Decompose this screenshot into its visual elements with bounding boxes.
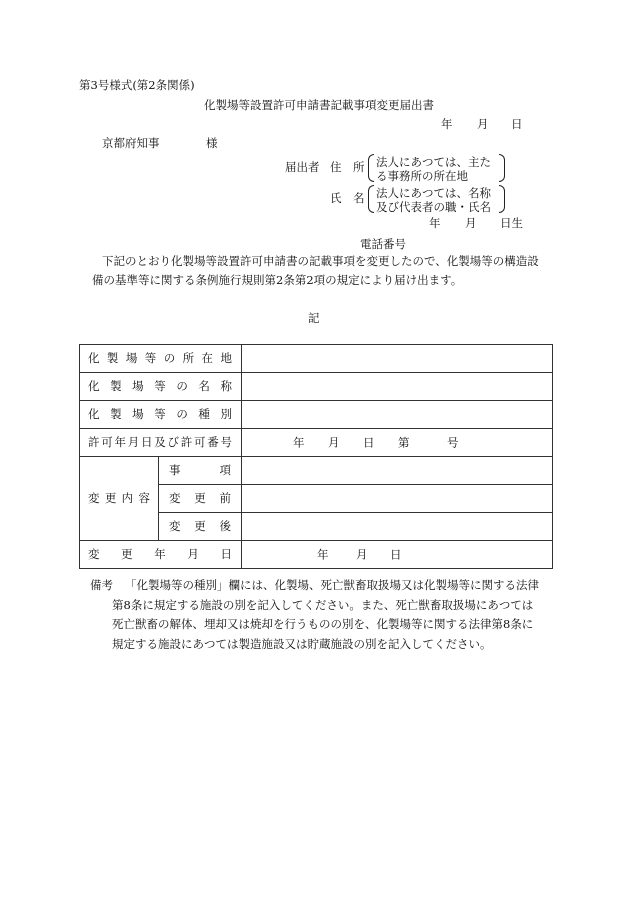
notes-line: 死亡獣畜の解体、埋却又は焼却を行うものの別を、化製場等に関する法律第8条に xyxy=(112,617,534,631)
label-glyph: 項 xyxy=(219,462,231,477)
notes-first-line xyxy=(90,576,560,596)
label-text xyxy=(80,350,241,365)
value-permit[interactable] xyxy=(242,429,553,457)
table-row xyxy=(80,457,553,485)
registration-table xyxy=(79,344,553,569)
address-label: 住 所 xyxy=(330,160,365,174)
label-text xyxy=(80,490,158,505)
value-change-date[interactable] xyxy=(242,541,553,569)
label-glyph: 製 xyxy=(106,350,119,365)
label-after xyxy=(159,513,242,541)
label-glyph: 月 xyxy=(187,546,199,561)
date-year: 年 xyxy=(441,117,453,131)
label-glyph: の xyxy=(163,350,176,365)
label-glyph: 番 xyxy=(207,434,219,449)
table-row xyxy=(80,373,553,401)
label-glyph: 月 xyxy=(127,434,140,449)
honorific: 様 xyxy=(206,136,218,150)
address-note xyxy=(368,154,505,182)
label-glyph: 及 xyxy=(154,434,166,449)
label-glyph: 更 xyxy=(104,490,117,505)
change-date xyxy=(242,541,552,568)
label-glyph: 名 xyxy=(198,378,210,393)
name-note xyxy=(368,185,505,213)
label-type xyxy=(80,401,242,429)
name-note-line: 法人にあつては、名称 xyxy=(376,186,491,200)
table-row xyxy=(80,541,553,569)
label-glyph: 変 xyxy=(88,490,100,505)
label-glyph: 更 xyxy=(194,490,206,505)
body-line: 下記のとおり化製場等設置許可申請書の記載事項を変更したので、化製場等の構造設 xyxy=(102,254,539,268)
bracket-left xyxy=(368,185,374,213)
address-note-line: 法人にあつては、主た xyxy=(376,155,491,169)
label-location xyxy=(80,345,242,373)
label-glyph: 等 xyxy=(154,406,166,421)
permit-go: 号 xyxy=(447,434,459,449)
notes-line: 「化製場等の種別」欄には、化製場、死亡獣畜取扱場又は化製場等に関する法律 xyxy=(125,578,539,592)
label-glyph: 前 xyxy=(219,490,231,505)
label-glyph: 称 xyxy=(220,378,232,393)
label-glyph: 号 xyxy=(220,434,232,449)
change-day: 日 xyxy=(390,546,402,561)
permit-day: 日 xyxy=(363,434,375,449)
table-row xyxy=(80,429,553,457)
birth-month: 月 xyxy=(465,216,477,230)
label-glyph: 事 xyxy=(169,462,181,477)
permit-date-number xyxy=(242,429,552,456)
label-text xyxy=(80,406,241,421)
label-glyph: 地 xyxy=(220,350,232,365)
notes-line: 規定する施設にあつては製造施設又は貯蔵施設の別を記入してください。 xyxy=(112,636,492,651)
label-text xyxy=(80,546,241,561)
label-glyph: 容 xyxy=(138,490,150,505)
date-day: 日 xyxy=(511,117,523,131)
value-location[interactable] xyxy=(242,345,553,373)
bracket-right xyxy=(499,185,505,213)
label-glyph: 内 xyxy=(121,490,134,505)
label-glyph: 等 xyxy=(154,378,166,393)
label-glyph: 後 xyxy=(219,518,231,533)
label-glyph: 変 xyxy=(169,518,181,533)
applicant-label: 届出者 xyxy=(285,160,320,174)
label-glyph: 在 xyxy=(201,350,214,365)
date-month: 月 xyxy=(477,117,489,131)
label-glyph: 場 xyxy=(125,350,138,365)
label-glyph: 製 xyxy=(110,378,122,393)
value-before[interactable] xyxy=(242,485,553,513)
addressee: 京都府知事 xyxy=(102,136,160,150)
bracket-left xyxy=(368,154,374,182)
name-label: 氏 名 xyxy=(330,191,365,205)
label-glyph: 変 xyxy=(88,546,100,561)
phone-label: 電話番号 xyxy=(360,237,406,251)
label-glyph: の xyxy=(176,378,188,393)
label-name xyxy=(80,373,242,401)
label-glyph: 化 xyxy=(88,378,100,393)
birth-day: 日生 xyxy=(500,216,523,230)
form-number: 第3号様式(第2条関係) xyxy=(79,78,195,92)
label-glyph: 化 xyxy=(88,350,100,365)
permit-dai: 第 xyxy=(398,434,410,449)
label-change-date xyxy=(80,541,242,569)
label-permit xyxy=(80,429,242,457)
label-glyph: 年 xyxy=(114,434,126,449)
label-glyph: 変 xyxy=(169,490,181,505)
label-glyph: 別 xyxy=(220,406,232,421)
label-glyph: 日 xyxy=(141,434,153,449)
label-glyph: の xyxy=(176,406,188,421)
ki-heading: 記 xyxy=(308,311,320,325)
label-text xyxy=(80,434,241,449)
notes xyxy=(90,576,560,654)
change-month: 月 xyxy=(356,546,368,561)
label-glyph: 所 xyxy=(182,350,195,365)
table-row xyxy=(80,345,553,373)
table-row xyxy=(80,401,553,429)
label-glyph: 等 xyxy=(144,350,157,365)
notes-line: 第8条に規定する施設の別を記入してください。また、死亡獣畜取扱場にあつては xyxy=(112,597,534,612)
label-text xyxy=(159,490,241,505)
name-note-line: 及び代表者の職・氏名 xyxy=(376,200,491,214)
label-text xyxy=(159,462,241,477)
label-glyph: び xyxy=(167,434,179,449)
label-change-item xyxy=(159,457,242,485)
value-name[interactable] xyxy=(242,373,553,401)
value-change-item[interactable] xyxy=(242,457,553,485)
label-glyph: 製 xyxy=(110,406,122,421)
label-glyph: 許 xyxy=(88,434,100,449)
value-type[interactable] xyxy=(242,401,553,429)
label-glyph: 化 xyxy=(88,406,100,421)
value-after[interactable] xyxy=(242,513,553,541)
label-glyph: 更 xyxy=(121,546,133,561)
address-note-line: る事務所の所在地 xyxy=(376,169,468,183)
label-glyph: 場 xyxy=(132,406,144,421)
label-text xyxy=(159,518,241,533)
change-year: 年 xyxy=(317,546,329,561)
label-text xyxy=(80,378,241,393)
document-title: 化製場等設置許可申請書記載事項変更届出書 xyxy=(204,98,434,112)
permit-year: 年 xyxy=(293,434,305,449)
body-line: 備の基準等に関する条例施行規則第2条第2項の規定により届け出ます。 xyxy=(92,273,463,287)
permit-month: 月 xyxy=(328,434,340,449)
label-before xyxy=(159,485,242,513)
bracket-right xyxy=(499,154,505,182)
label-glyph: 日 xyxy=(220,546,232,561)
label-glyph: 許 xyxy=(180,434,193,449)
label-glyph: 可 xyxy=(194,434,206,449)
label-glyph: 種 xyxy=(198,406,210,421)
label-glyph: 場 xyxy=(132,378,144,393)
label-glyph: 年 xyxy=(154,546,166,561)
label-glyph: 更 xyxy=(194,518,206,533)
notes-label: 備考 xyxy=(90,578,113,592)
body-text xyxy=(92,252,539,290)
label-change xyxy=(80,457,159,541)
label-glyph: 可 xyxy=(101,434,113,449)
birth-year: 年 xyxy=(429,216,441,230)
